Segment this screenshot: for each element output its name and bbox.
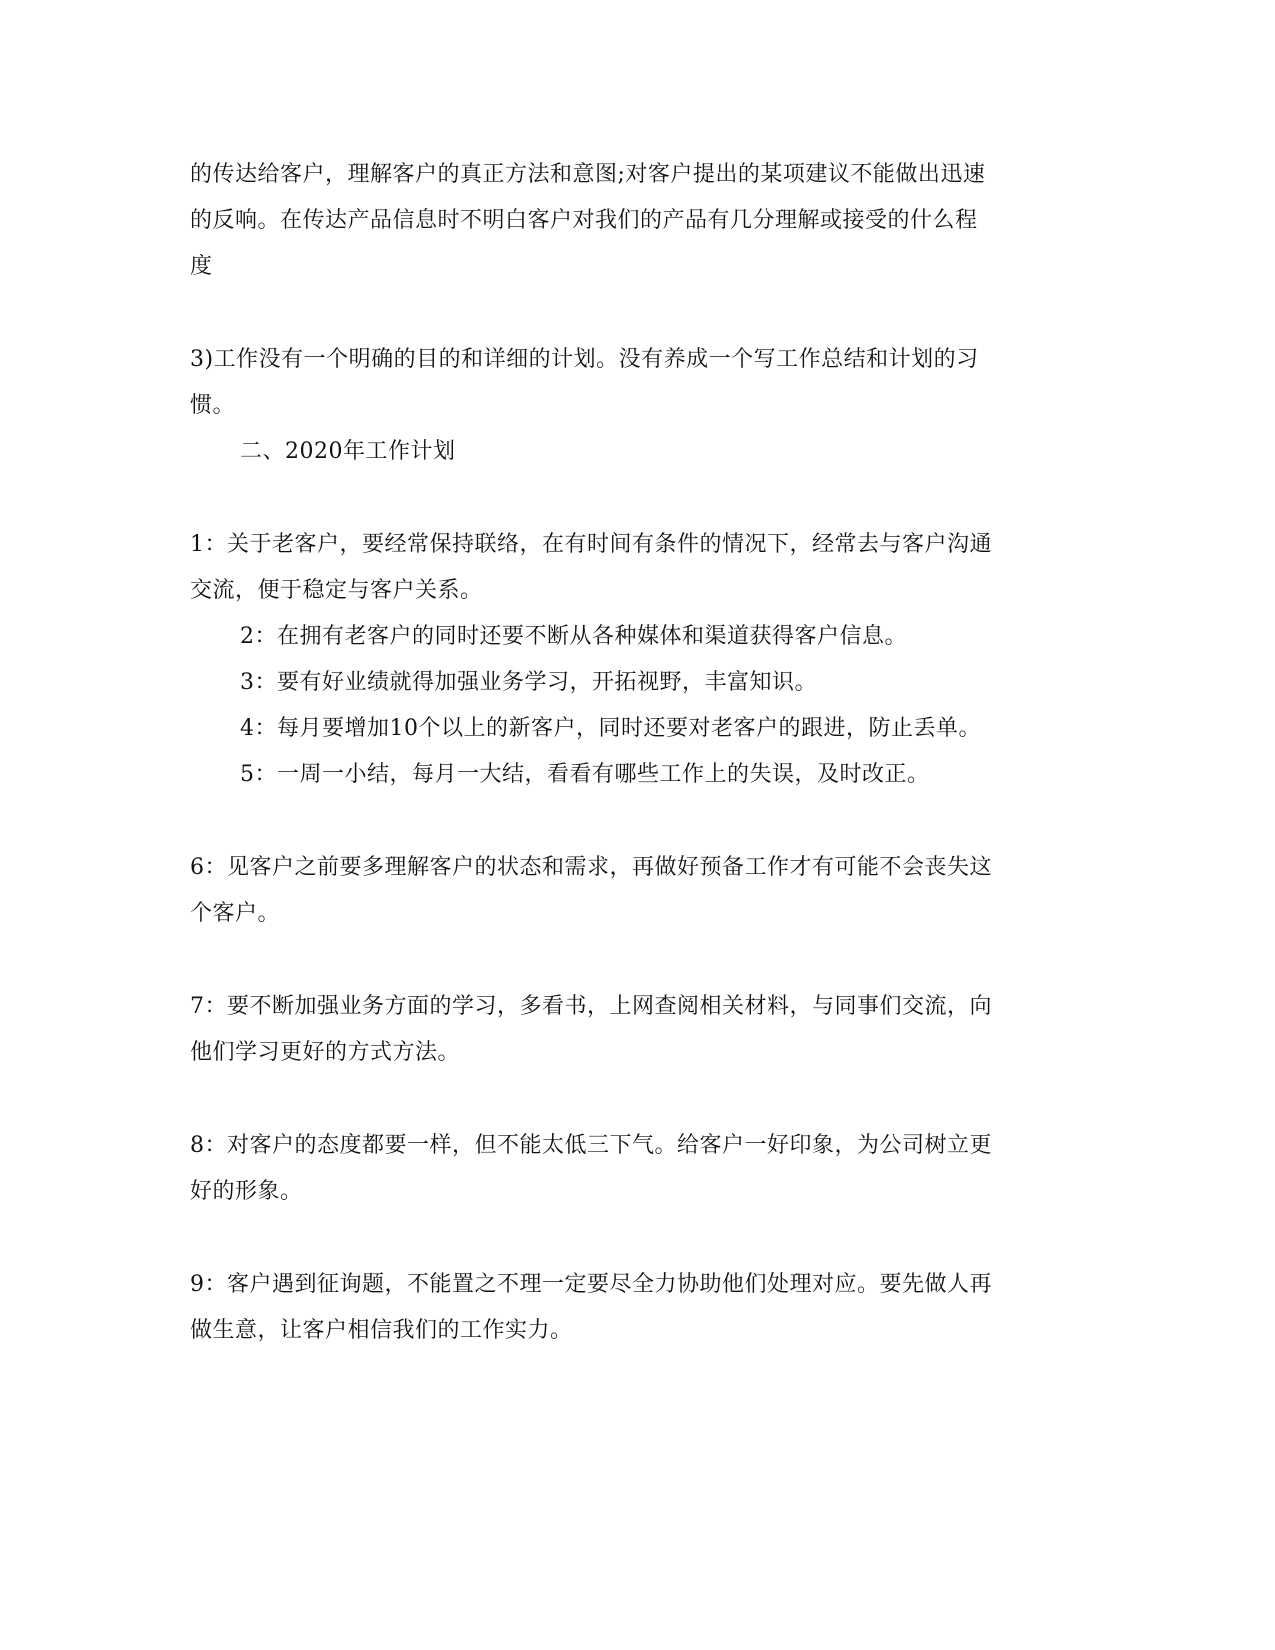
list-item-continuation: 好的形象。 <box>190 1179 303 1204</box>
list-item-continuation: 做生意，让客户相信我们的工作实力。 <box>190 1318 573 1343</box>
list-item: 7：要不断加强业务方面的学习，多看书，上网查阅相关材料，与同事们交流，向 <box>190 994 992 1019</box>
list-item-continuation: 个客户。 <box>190 901 281 926</box>
body-text-line: 的反响。在传达产品信息时不明白客户对我们的产品有几分理解或接受的什么程 <box>190 208 978 233</box>
body-text-line: 的传达给客户，理解客户的真正方法和意图;对客户提出的某项建议不能做出迅速 <box>190 162 986 187</box>
list-item: 3：要有好业绩就得加强业务学习，开拓视野，丰富知识。 <box>240 670 817 695</box>
list-item-continuation: 交流，便于稳定与客户关系。 <box>190 578 483 603</box>
section-heading: 二、2020年工作计划 <box>240 439 456 464</box>
list-item: 6：见客户之前要多理解客户的状态和需求，再做好预备工作才有可能不会丧失这 <box>190 855 992 880</box>
list-item: 9：客户遇到征询题，不能置之不理一定要尽全力协助他们处理对应。要先做人再 <box>190 1272 992 1297</box>
body-text-line: 度 <box>190 254 213 279</box>
list-item: 5：一周一小结，每月一大结，看看有哪些工作上的失误，及时改正。 <box>240 762 930 787</box>
list-item: 2：在拥有老客户的同时还要不断从各种媒体和渠道获得客户信息。 <box>240 624 907 649</box>
body-text-line: 3)工作没有一个明确的目的和详细的计划。没有养成一个写工作总结和计划的习 <box>190 347 979 372</box>
list-item: 8：对客户的态度都要一样，但不能太低三下气。给客户一好印象，为公司树立更 <box>190 1133 992 1158</box>
list-item: 1：关于老客户，要经常保持联络，在有时间有条件的情况下，经常去与客户沟通 <box>190 532 992 557</box>
list-item: 4：每月要增加10个以上的新客户，同时还要对老客户的跟进，防止丢单。 <box>240 716 981 741</box>
list-item-continuation: 他们学习更好的方式方法。 <box>190 1040 461 1065</box>
body-text-line: 惯。 <box>190 393 236 418</box>
